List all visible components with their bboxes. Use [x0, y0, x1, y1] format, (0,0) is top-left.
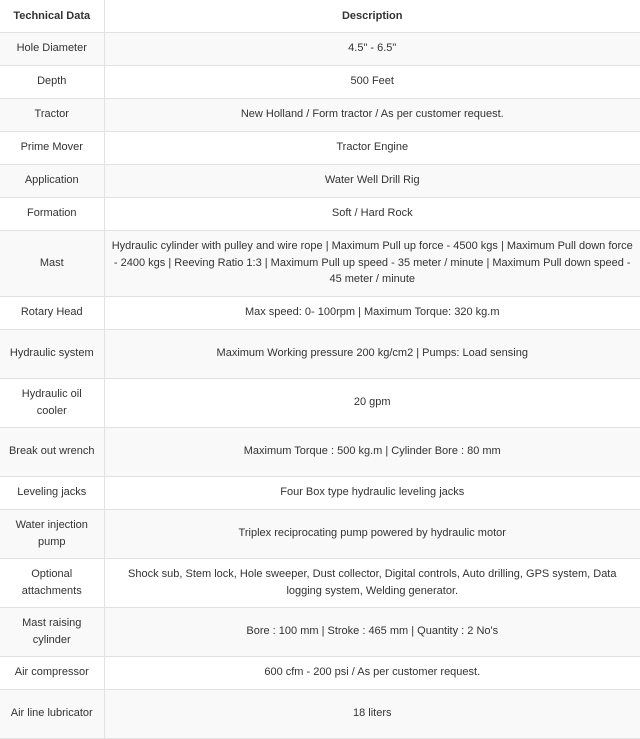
row-value: Hydraulic cylinder with pulley and wire rope | Maximum Pull up force - 4500 kgs | Maximum Pull down force - 2400 kgs | Reeving Ratio 1:3 | Maximum Pull up speed - 35 meter / minute | Maximum Pull down speed - 45 meter / minute — [104, 230, 640, 296]
row-label: Hole Diameter — [0, 32, 104, 65]
row-label: Air compressor — [0, 656, 104, 689]
row-value: Max speed: 0- 100rpm | Maximum Torque: 320 kg.m — [104, 296, 640, 329]
row-value: Four Box type hydraulic leveling jacks — [104, 476, 640, 509]
row-value: New Holland / Form tractor / As per customer request. — [104, 98, 640, 131]
row-label: Mast raising cylinder — [0, 607, 104, 656]
row-value: Bore : 100 mm | Stroke : 465 mm | Quantity : 2 No's — [104, 607, 640, 656]
row-label: Break out wrench — [0, 427, 104, 476]
header-description: Description — [104, 0, 640, 32]
table-row — [0, 131, 640, 164]
table-row — [0, 164, 640, 197]
row-value: Soft / Hard Rock — [104, 197, 640, 230]
row-value: Shock sub, Stem lock, Hole sweeper, Dust collector, Digital controls, Auto drilling, GPS system, Data logging system, Welding generator. — [104, 558, 640, 607]
row-label: Leveling jacks — [0, 476, 104, 509]
row-value: 600 cfm - 200 psi / As per customer request. — [104, 656, 640, 689]
row-value: 500 Feet — [104, 65, 640, 98]
row-label: Application — [0, 164, 104, 197]
row-value: 18 liters — [104, 689, 640, 738]
table-row — [0, 427, 640, 476]
row-label: Hydraulic oil cooler — [0, 378, 104, 427]
row-value: 4.5" - 6.5" — [104, 32, 640, 65]
row-label: Rotary Head — [0, 296, 104, 329]
table-row — [0, 558, 640, 607]
row-label: Hydraulic system — [0, 329, 104, 378]
row-label: Depth — [0, 65, 104, 98]
row-label: Prime Mover — [0, 131, 104, 164]
row-value: Maximum Torque : 500 kg.m | Cylinder Bore : 80 mm — [104, 427, 640, 476]
row-label: Air line lubricator — [0, 689, 104, 738]
row-value: Tractor Engine — [104, 131, 640, 164]
table-row — [0, 32, 640, 65]
row-value: Maximum Working pressure 200 kg/cm2 | Pumps: Load sensing — [104, 329, 640, 378]
table-row — [0, 607, 640, 656]
table-row — [0, 65, 640, 98]
table-row — [0, 476, 640, 509]
table-row — [0, 378, 640, 427]
table-row — [0, 296, 640, 329]
header-technical-data: Technical Data — [0, 0, 104, 32]
row-value: 20 gpm — [104, 378, 640, 427]
table-row — [0, 329, 640, 378]
table-header-row — [0, 0, 640, 32]
row-label: Water injection pump — [0, 509, 104, 558]
row-label: Optional attachments — [0, 558, 104, 607]
row-label: Formation — [0, 197, 104, 230]
table-row — [0, 509, 640, 558]
row-label: Tractor — [0, 98, 104, 131]
row-value: Water Well Drill Rig — [104, 164, 640, 197]
row-value: Triplex reciprocating pump powered by hydraulic motor — [104, 509, 640, 558]
table-row — [0, 197, 640, 230]
table-row — [0, 689, 640, 738]
table-row — [0, 98, 640, 131]
table-row — [0, 656, 640, 689]
row-label: Mast — [0, 230, 104, 296]
table-row — [0, 230, 640, 296]
